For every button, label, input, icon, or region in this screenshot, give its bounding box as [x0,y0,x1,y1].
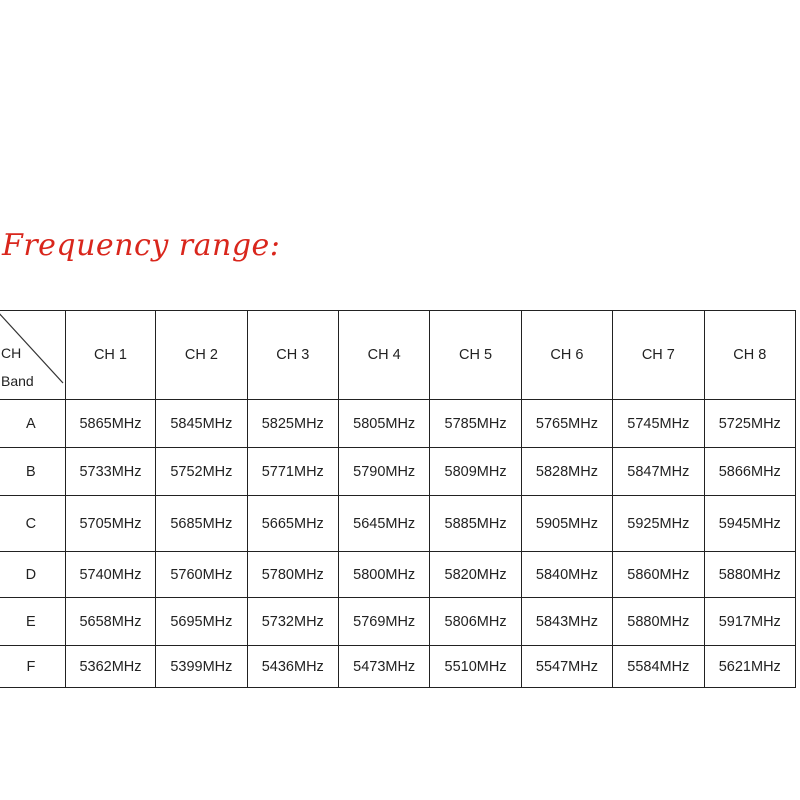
frequency-cell: 5765MHz [521,400,612,448]
frequency-cell: 5820MHz [430,552,521,598]
band-label: C [0,496,65,552]
frequency-cell: 5705MHz [65,496,155,552]
frequency-cell: 5828MHz [521,448,612,496]
frequency-cell: 5880MHz [613,598,704,646]
page-title: Frequency range: [2,228,281,263]
frequency-cell: 5399MHz [156,646,247,688]
frequency-cell: 5621MHz [704,646,795,688]
column-header: CH 7 [613,311,704,400]
frequency-cell: 5847MHz [613,448,704,496]
column-header: CH 6 [521,311,612,400]
band-label: E [0,598,65,646]
frequency-cell: 5845MHz [156,400,247,448]
frequency-cell: 5745MHz [613,400,704,448]
frequency-cell: 5665MHz [247,496,338,552]
column-header: CH 5 [430,311,521,400]
frequency-cell: 5740MHz [65,552,155,598]
header-row [0,311,796,400]
frequency-cell: 5885MHz [430,496,521,552]
frequency-table [0,310,796,688]
table-row [0,496,796,552]
frequency-cell: 5760MHz [156,552,247,598]
frequency-cell: 5825MHz [247,400,338,448]
table-row [0,646,796,688]
frequency-cell: 5645MHz [338,496,429,552]
frequency-cell: 5771MHz [247,448,338,496]
corner-ch-label: CH [1,345,22,361]
frequency-cell: 5785MHz [430,400,521,448]
column-header: CH 2 [156,311,247,400]
column-header: CH 3 [247,311,338,400]
frequency-cell: 5436MHz [247,646,338,688]
frequency-cell: 5905MHz [521,496,612,552]
corner-band-label: Band [1,373,34,389]
frequency-cell: 5362MHz [65,646,155,688]
frequency-cell: 5925MHz [613,496,704,552]
frequency-cell: 5805MHz [338,400,429,448]
table-row [0,552,796,598]
column-header: CH 1 [65,311,155,400]
frequency-cell: 5584MHz [613,646,704,688]
frequency-cell: 5752MHz [156,448,247,496]
frequency-cell: 5806MHz [430,598,521,646]
frequency-cell: 5658MHz [65,598,155,646]
frequency-cell: 5547MHz [521,646,612,688]
frequency-cell: 5510MHz [430,646,521,688]
table-row [0,400,796,448]
frequency-cell: 5843MHz [521,598,612,646]
frequency-cell: 5800MHz [338,552,429,598]
frequency-cell: 5809MHz [430,448,521,496]
frequency-cell: 5790MHz [338,448,429,496]
table-row [0,448,796,496]
frequency-cell: 5780MHz [247,552,338,598]
frequency-cell: 5733MHz [65,448,155,496]
column-header: CH 8 [704,311,795,400]
frequency-cell: 5685MHz [156,496,247,552]
frequency-cell: 5725MHz [704,400,795,448]
band-label: F [0,646,65,688]
frequency-cell: 5732MHz [247,598,338,646]
band-label: A [0,400,65,448]
frequency-cell: 5917MHz [704,598,795,646]
frequency-cell: 5866MHz [704,448,795,496]
band-label: D [0,552,65,598]
frequency-cell: 5840MHz [521,552,612,598]
frequency-cell: 5860MHz [613,552,704,598]
table-row [0,598,796,646]
band-label: B [0,448,65,496]
frequency-cell: 5880MHz [704,552,795,598]
frequency-cell: 5865MHz [65,400,155,448]
frequency-cell: 5945MHz [704,496,795,552]
frequency-cell: 5473MHz [338,646,429,688]
corner-cell [0,311,65,400]
frequency-cell: 5695MHz [156,598,247,646]
frequency-cell: 5769MHz [338,598,429,646]
column-header: CH 4 [338,311,429,400]
